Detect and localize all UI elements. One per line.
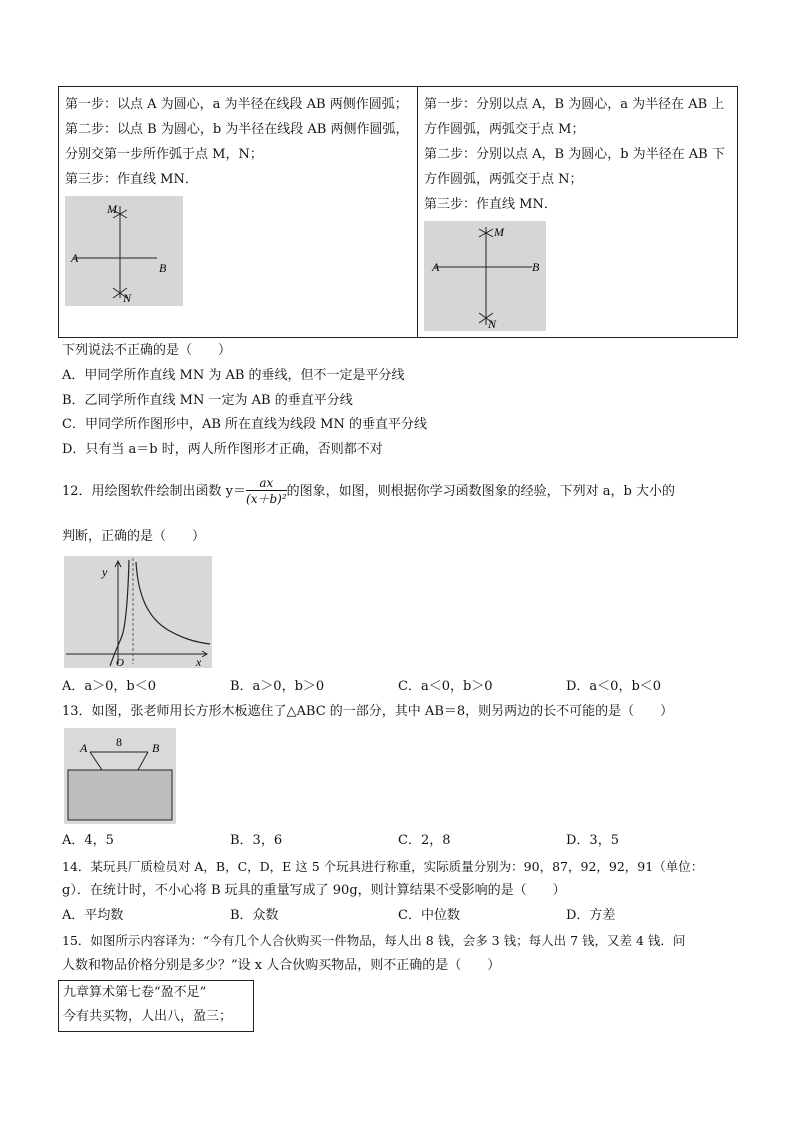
graph-origin-label: O <box>116 657 124 668</box>
q14-stem: 14．某玩具厂质检员对 A，B，C，D，E 这 5 个玩具进行称重，实际质量分别为：90，87，92，92，91（单位： <box>62 859 704 874</box>
q13-stem: 13．如图，张老师用长方形木板遮住了△ABC 的一部分，其中 AB＝8，则另两边的长不可能的是（ ） <box>62 704 674 719</box>
student-jia-cell <box>59 87 418 338</box>
q12-option-b: B．a＞0，b＞0 <box>230 679 325 694</box>
jia-step-1: 第一步：以点 A 为圆心，a 为半径在线段 AB 两侧作圆弧； <box>65 97 408 112</box>
q13-option-b: B．3，6 <box>230 833 283 848</box>
yi-construction-figure <box>424 221 546 331</box>
q12-function-graph <box>64 556 212 668</box>
q12-stem-a: 12．用绘图软件绘制出函数 y＝ <box>62 484 247 499</box>
q12-frac-denominator: (x＋b)² <box>246 492 287 506</box>
graph-x-label: x <box>196 655 202 668</box>
q14-option-b: B．众数 <box>230 908 279 923</box>
q13-option-a: A．4，5 <box>62 833 114 848</box>
q12-frac-numerator: ax <box>246 476 287 491</box>
q12-option-a: A．a＞0，b＜0 <box>62 679 157 694</box>
q11-option-a: A．甲同学所作直线 MN 为 AB 的垂线，但不一定是平分线 <box>62 368 405 383</box>
jia-step-3: 第三步：作直线 MN． <box>65 172 198 187</box>
q13-board-figure <box>64 728 176 824</box>
jia-step-2: 第二步：以点 B 为圆心，b 为半径在线段 AB 两侧作圆弧， <box>65 122 409 137</box>
board-length-label: 8 <box>116 735 122 749</box>
yi-label-n: N <box>488 317 497 331</box>
board-label-a: A <box>80 741 88 755</box>
q15-stem-cont: 人数和物品价格分别是多少？”设 x 人合伙购买物品，则不正确的是（ ） <box>62 958 501 973</box>
q13-option-c: C．2，8 <box>398 833 451 848</box>
jia-construction-figure <box>65 196 183 306</box>
q11-option-b: B．乙同学所作直线 MN 一定为 AB 的垂直平分线 <box>62 393 353 408</box>
q12-fraction <box>246 476 287 507</box>
q11-stem: 下列说法不正确的是（ ） <box>62 343 232 358</box>
q15-box-title: 九章算术第七卷“盈不足” <box>63 985 207 1000</box>
q14-stem-cont: g）．在统计时，不小心将 B 玩具的重量写成了 90g，则计算结果不受影响的是（ ） <box>62 883 566 898</box>
board-label-b: B <box>152 741 160 755</box>
q14-option-a: A．平均数 <box>62 908 124 923</box>
jia-label-b: B <box>159 261 167 275</box>
q14-option-c: C．中位数 <box>398 908 460 923</box>
q12-option-d: D．a＜0，b＜0 <box>566 679 662 694</box>
q14-option-d: D．方差 <box>566 908 616 923</box>
q12-stem-cont: 判断，正确的是（ ） <box>62 529 206 544</box>
jia-label-n: N <box>123 291 132 305</box>
q12-stem-b: 的图象，如图，则根据你学习函数图象的经验，下列对 a，b 大小的 <box>286 484 675 499</box>
q11-option-c: C．甲同学所作图形中，AB 所在直线为线段 MN 的垂直平分线 <box>62 417 427 432</box>
student-yi-cell <box>418 87 738 338</box>
q15-box-text: 今有共买物，人出八，盈三； <box>63 1009 233 1024</box>
yi-label-m: M <box>494 225 504 239</box>
yi-step-2: 第二步：分别以点 A，B 为圆心，b 为半径在 AB 下 <box>424 147 725 162</box>
graph-y-label: y <box>102 565 108 579</box>
jia-label-a: A <box>71 251 79 265</box>
yi-label-b: B <box>532 260 540 274</box>
yi-step-1: 第一步：分别以点 A，B 为圆心，a 为半径在 AB 上 <box>424 97 725 112</box>
yi-step-3: 第三步：作直线 MN． <box>424 197 557 212</box>
q12-option-c: C．a＜0，b＞0 <box>398 679 493 694</box>
q11-option-d: D．只有当 a＝b 时，两人所作图形才正确，否则都不对 <box>62 442 383 457</box>
yi-step-2-cont: 方作圆弧，两弧交于点 N； <box>424 172 583 187</box>
construction-steps-table <box>58 86 738 338</box>
jia-label-m: M <box>107 202 117 216</box>
q15-stem: 15．如图所示内容译为：“今有几个人合伙购买一件物品，每人出 8 钱，会多 3 钱；每人出 7 钱，又差 4 钱．问 <box>62 933 686 948</box>
q12-stem <box>62 476 675 507</box>
jia-step-2-cont: 分别交第一步所作弧于点 M，N； <box>65 147 263 162</box>
q13-option-d: D．3，5 <box>566 833 619 848</box>
yi-label-a: A <box>432 260 440 274</box>
q15-text-box <box>58 980 254 1032</box>
yi-step-1-cont: 方作圆弧，两弧交于点 M； <box>424 122 585 137</box>
